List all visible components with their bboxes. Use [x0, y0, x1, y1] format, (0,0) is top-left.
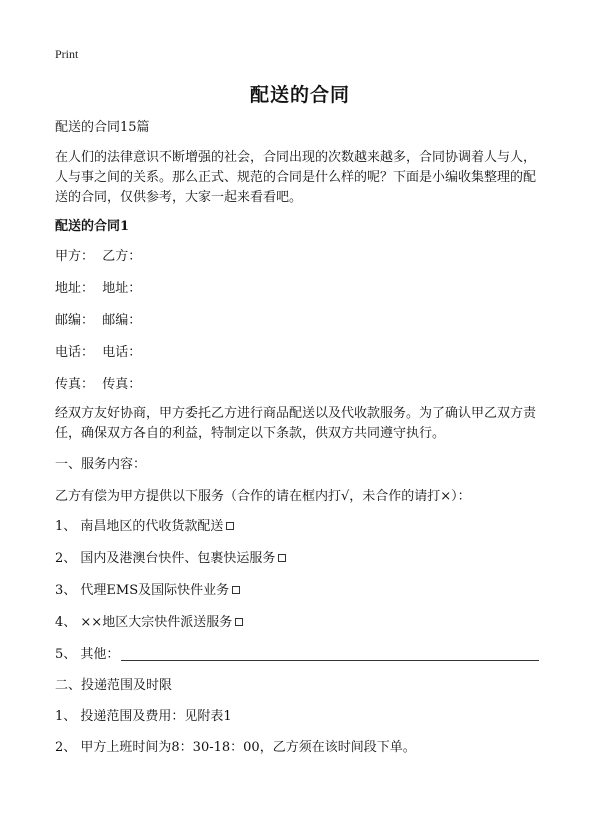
- service-item-label: 1、 南昌地区的代收货款配送: [55, 519, 224, 534]
- service-item: [55, 549, 286, 569]
- service-intro: 乙方有偿为甲方提供以下服务（合作的请在框内打√，未合作的请打×）：: [55, 489, 471, 504]
- party-field-postcode: 邮编： 邮编：: [55, 313, 142, 328]
- service-checkbox[interactable]: [235, 618, 243, 626]
- scope-item: 2、 甲方上班时间为8：30-18：00，乙方须在该时间段下单。: [55, 740, 416, 755]
- service-item-label: 4、 ××地区大宗快件派送服务: [55, 615, 233, 630]
- service-item-other: [55, 645, 539, 665]
- scope-heading: 二、投递范围及时限: [55, 678, 173, 693]
- party-field-phone: 电话： 电话：: [55, 345, 142, 360]
- preamble-paragraph: 经双方友好协商，甲方委托乙方进行商品配送以及代收款服务。为了确认甲乙双方责任，确保双方各自的利益，特制定以下条款，供双方共同遵守执行。: [55, 406, 537, 441]
- service-checkbox[interactable]: [232, 586, 240, 594]
- party-field-names: 甲方： 乙方：: [55, 249, 142, 264]
- document-subtitle: 配送的合同15篇: [55, 120, 150, 135]
- service-item-label: 2、 国内及港澳台快件、包裹快运服务: [55, 551, 276, 566]
- other-blank-field[interactable]: [121, 646, 539, 661]
- service-checkbox[interactable]: [226, 522, 234, 530]
- service-item-label: 3、 代理EMS及国际快件业务: [55, 583, 230, 598]
- section-heading: 配送的合同1: [55, 219, 130, 234]
- service-item: [55, 517, 234, 537]
- party-field-fax: 传真： 传真：: [55, 377, 142, 392]
- service-checkbox[interactable]: [278, 554, 286, 562]
- service-item: [55, 613, 243, 633]
- service-item: [55, 581, 240, 601]
- service-heading: 一、服务内容：: [55, 457, 147, 472]
- intro-paragraph: 在人们的法律意识不断增强的社会，合同出现的次数越来越多，合同协调着人与人，人与事之间的关系。那么正式、规范的合同是什么样的呢？下面是小编收集整理的配送的合同，仅供参考，大家一起来看看吧。: [55, 150, 537, 205]
- document-title: 配送的合同: [249, 84, 350, 106]
- party-field-address: 地址： 地址：: [55, 281, 142, 296]
- other-label: 5、 其他：: [55, 647, 120, 662]
- print-link[interactable]: Print: [55, 47, 79, 61]
- scope-item: 1、 投递范围及费用：见附表1: [55, 709, 232, 724]
